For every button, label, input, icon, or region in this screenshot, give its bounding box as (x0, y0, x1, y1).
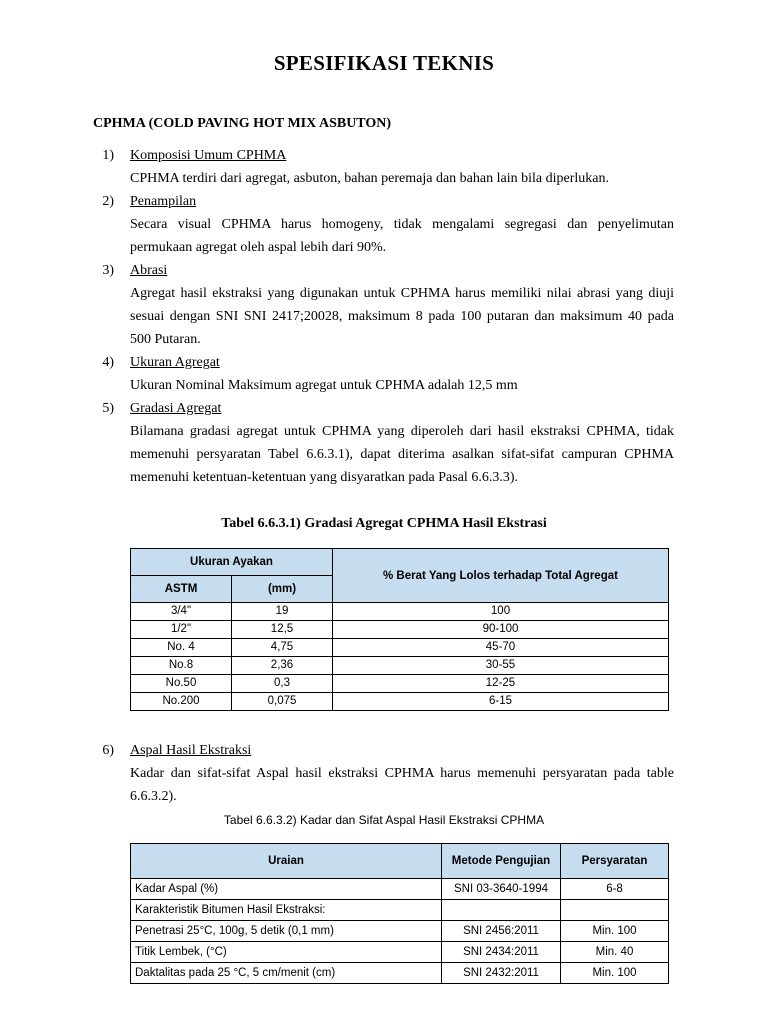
table2-caption: Tabel 6.6.3.2) Kadar dan Sifat Aspal Hasil Ekstraksi CPHMA (223, 813, 545, 827)
table-cell: No. 4 (131, 639, 232, 657)
table-cell: No.200 (131, 693, 232, 711)
table-cell: SNI 2434:2011 (442, 942, 561, 963)
table1-header-sieve-size: Ukuran Ayakan (131, 549, 333, 576)
item-title: Abrasi (130, 263, 168, 278)
table-row (131, 942, 669, 963)
table-cell: Min. 40 (561, 942, 669, 963)
table-row (131, 921, 669, 942)
table-cell: Karakteristik Bitumen Hasil Ekstraksi: (131, 900, 442, 921)
paragraph-line: memenuhi persyaratan Tabel 6.6.3.1), dapat diterima asalkan sifat-sifat campuran CPHMA (130, 447, 674, 462)
item-number: 3) (102, 263, 114, 278)
bitumen-properties-table (130, 843, 669, 984)
table-cell: 1/2" (131, 621, 232, 639)
paragraph-line: permukaan agregat oleh aspal lebih dari 90%. (130, 240, 387, 255)
paragraph-line: CPHMA terdiri dari agregat, asbuton, bahan peremaja dan bahan lain bila diperlukan. (130, 171, 609, 186)
table-row (131, 639, 669, 657)
table-cell: Penetrasi 25°C, 100g, 5 detik (0,1 mm) (131, 921, 442, 942)
table-row (131, 963, 669, 984)
section-heading: CPHMA (COLD PAVING HOT MIX ASBUTON) (93, 116, 392, 131)
table-cell (442, 900, 561, 921)
table-row (131, 693, 669, 711)
table-cell: 12-25 (333, 675, 669, 693)
table-cell: SNI 03-3640-1994 (442, 879, 561, 900)
table-cell: Kadar Aspal (%) (131, 879, 442, 900)
page-title: SPESIFIKASI TEKNIS (273, 51, 495, 75)
table-cell: 6-8 (561, 879, 669, 900)
table-cell: 100 (333, 603, 669, 621)
table-row (131, 657, 669, 675)
item-title: Aspal Hasil Ekstraksi (130, 743, 252, 758)
item-number: 1) (102, 148, 114, 163)
table-row (131, 675, 669, 693)
table-cell: 4,75 (232, 639, 333, 657)
gradation-table (130, 548, 669, 711)
table-cell: Titik Lembek, (°C) (131, 942, 442, 963)
table-row (131, 879, 669, 900)
table-cell: SNI 2432:2011 (442, 963, 561, 984)
paragraph-line: Secara visual CPHMA harus homogeny, tidak mengalami segregasi dan penyelimutan (130, 217, 674, 232)
item-title: Ukuran Agregat (130, 355, 220, 370)
item-paragraph (130, 167, 674, 190)
table-cell: 0,3 (232, 675, 333, 693)
item-paragraph (130, 213, 674, 259)
table1-header-astm: ASTM (131, 576, 232, 603)
item-number: 5) (102, 401, 114, 416)
paragraph-line: sesuai dengan SNI SNI 2417;20028, maksimum 8 pada 100 putaran dan maksimum 40 pada (130, 309, 674, 324)
table-cell: 45-70 (333, 639, 669, 657)
table-cell: 90-100 (333, 621, 669, 639)
paragraph-line: Kadar dan sifat-sifat Aspal hasil ekstraksi CPHMA harus memenuhi persyaratan pada table (130, 766, 674, 781)
table1-header-mm: (mm) (232, 576, 333, 603)
table-cell: 2,36 (232, 657, 333, 675)
table-cell: No.8 (131, 657, 232, 675)
paragraph-line: memenuhi ketentuan-ketentuan yang disyaratkan pada Pasal 6.6.3.3). (130, 470, 518, 485)
table-cell: Min. 100 (561, 963, 669, 984)
item-paragraph (130, 420, 674, 489)
table-cell (561, 900, 669, 921)
paragraph-line: Bilamana gradasi agregat untuk CPHMA yang diperoleh dari hasil ekstraksi CPHMA, tidak (130, 424, 674, 439)
table-cell: SNI 2456:2011 (442, 921, 561, 942)
table2-header-requirement: Persyaratan (561, 844, 669, 879)
table-cell: Daktalitas pada 25 °C, 5 cm/menit (cm) (131, 963, 442, 984)
item-number: 6) (102, 743, 114, 758)
table1-header-percent-passing: % Berat Yang Lolos terhadap Total Agregat (333, 549, 669, 603)
item-paragraph (130, 374, 674, 397)
table-cell: 0,075 (232, 693, 333, 711)
item-paragraph (130, 762, 674, 808)
table-cell: No.50 (131, 675, 232, 693)
paragraph-line: 500 Putaran. (130, 332, 201, 347)
table-cell: 19 (232, 603, 333, 621)
table-row (131, 621, 669, 639)
paragraph-line: 6.6.3.2). (130, 789, 177, 804)
table-cell: 30-55 (333, 657, 669, 675)
table-cell: Min. 100 (561, 921, 669, 942)
table1-caption: Tabel 6.6.3.1) Gradasi Agregat CPHMA Hasil Ekstrasi (221, 516, 547, 531)
item-title: Penampilan (130, 194, 197, 209)
table-cell: 3/4" (131, 603, 232, 621)
table2-header-description: Uraian (131, 844, 442, 879)
item-number: 2) (102, 194, 114, 209)
table-cell: 12,5 (232, 621, 333, 639)
item-paragraph (130, 282, 674, 351)
paragraph-line: Agregat hasil ekstraksi yang digunakan untuk CPHMA harus memiliki nilai abrasi yang diuji (130, 286, 674, 301)
item-title: Komposisi Umum CPHMA (130, 148, 287, 163)
item-title: Gradasi Agregat (130, 401, 222, 416)
table-row (131, 900, 669, 921)
paragraph-line: Ukuran Nominal Maksimum agregat untuk CPHMA adalah 12,5 mm (130, 378, 518, 393)
table-cell: 6-15 (333, 693, 669, 711)
table2-header-test-method: Metode Pengujian (442, 844, 561, 879)
table-row (131, 603, 669, 621)
item-number: 4) (102, 355, 114, 370)
